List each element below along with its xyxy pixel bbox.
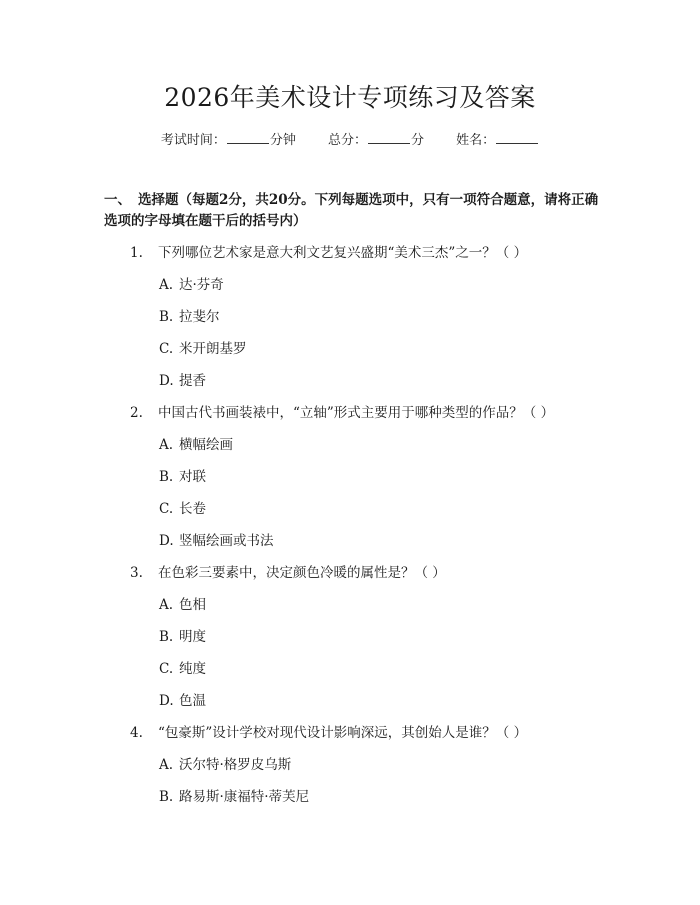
- section-heading: [104, 190, 604, 232]
- question-4-option-a: [159, 755, 291, 775]
- option-text: 色相: [179, 597, 206, 613]
- exam-time-label: 考试时间：: [160, 133, 226, 148]
- total-score-blank: [368, 130, 410, 144]
- option-text: 纯度: [179, 661, 206, 677]
- option-letter: C.: [159, 501, 174, 517]
- option-letter: C.: [159, 661, 174, 677]
- question-1-option-a: [159, 275, 224, 295]
- exam-time-blank: [227, 130, 269, 144]
- name-blank: [496, 130, 538, 144]
- question-1: [130, 243, 527, 263]
- question-4-option-b: [159, 787, 309, 807]
- question-3-option-a: [159, 595, 206, 615]
- question-text: 下列哪位艺术家是意大利文艺复兴盛期“美术三杰”之一？（ ）: [158, 245, 528, 261]
- exam-meta-line: [0, 130, 700, 151]
- name-label: 姓名：: [456, 133, 496, 148]
- option-text: 米开朗基罗: [179, 341, 247, 357]
- question-3-option-d: [159, 691, 206, 711]
- option-letter: B.: [159, 309, 174, 325]
- option-text: 色温: [179, 693, 206, 709]
- question-1-option-b: [159, 307, 220, 327]
- name-field: [456, 130, 539, 151]
- question-text: “包豪斯”设计学校对现代设计影响深远，其创始人是谁？（ ）: [158, 725, 528, 741]
- question-3-option-c: [159, 659, 206, 679]
- question-2-option-c: [159, 499, 206, 519]
- exam-time-field: [161, 130, 296, 151]
- option-letter: A.: [159, 277, 174, 293]
- question-text: 中国古代书画装裱中，“立轴”形式主要用于哪种类型的作品？（ ）: [158, 405, 555, 421]
- question-1-option-c: [159, 339, 247, 359]
- option-letter: B.: [159, 789, 174, 805]
- option-letter: D.: [159, 693, 174, 709]
- option-text: 对联: [179, 469, 206, 485]
- option-text: 横幅绘画: [179, 437, 233, 453]
- total-score-unit: 分: [411, 133, 425, 148]
- question-2-option-d: [159, 531, 274, 551]
- option-letter: A.: [159, 757, 174, 773]
- question-3: [130, 563, 446, 583]
- exam-time-unit: 分钟: [269, 133, 296, 148]
- question-2: [130, 403, 554, 423]
- option-letter: B.: [159, 629, 174, 645]
- option-text: 达·芬奇: [179, 277, 224, 293]
- option-text: 拉斐尔: [179, 309, 220, 325]
- option-text: 明度: [179, 629, 206, 645]
- option-letter: A.: [159, 597, 174, 613]
- question-number: 3.: [130, 565, 143, 581]
- option-letter: D.: [159, 533, 174, 549]
- question-4: [130, 723, 527, 743]
- total-score-label: 总分：: [327, 133, 367, 148]
- section-number: 一、: [104, 192, 131, 208]
- option-text: 提香: [179, 373, 206, 389]
- option-letter: A.: [159, 437, 174, 453]
- question-2-option-a: [159, 435, 233, 455]
- document-title: 2026年美术设计专项练习及答案: [164, 83, 536, 112]
- option-letter: D.: [159, 373, 174, 389]
- option-text: 路易斯·康福特·蒂芙尼: [179, 789, 310, 805]
- question-2-option-b: [159, 467, 206, 487]
- option-text: 竖幅绘画或书法: [179, 533, 274, 549]
- question-number: 4.: [130, 725, 143, 741]
- question-text: 在色彩三要素中，决定颜色冷暖的属性是？（ ）: [158, 565, 446, 581]
- question-number: 1.: [130, 245, 143, 261]
- option-text: 长卷: [179, 501, 206, 517]
- option-letter: C.: [159, 341, 174, 357]
- total-score-field: [328, 130, 424, 151]
- question-3-option-b: [159, 627, 206, 647]
- option-text: 沃尔特·格罗皮乌斯: [179, 757, 292, 773]
- question-1-option-d: [159, 371, 206, 391]
- question-number: 2.: [130, 405, 143, 421]
- section-instructions: 选择题（每题2分，共20分。下列每题选项中，只有一项符合题意，请将正确选项的字母填在题干后的括号内）: [104, 192, 599, 229]
- option-letter: B.: [159, 469, 174, 485]
